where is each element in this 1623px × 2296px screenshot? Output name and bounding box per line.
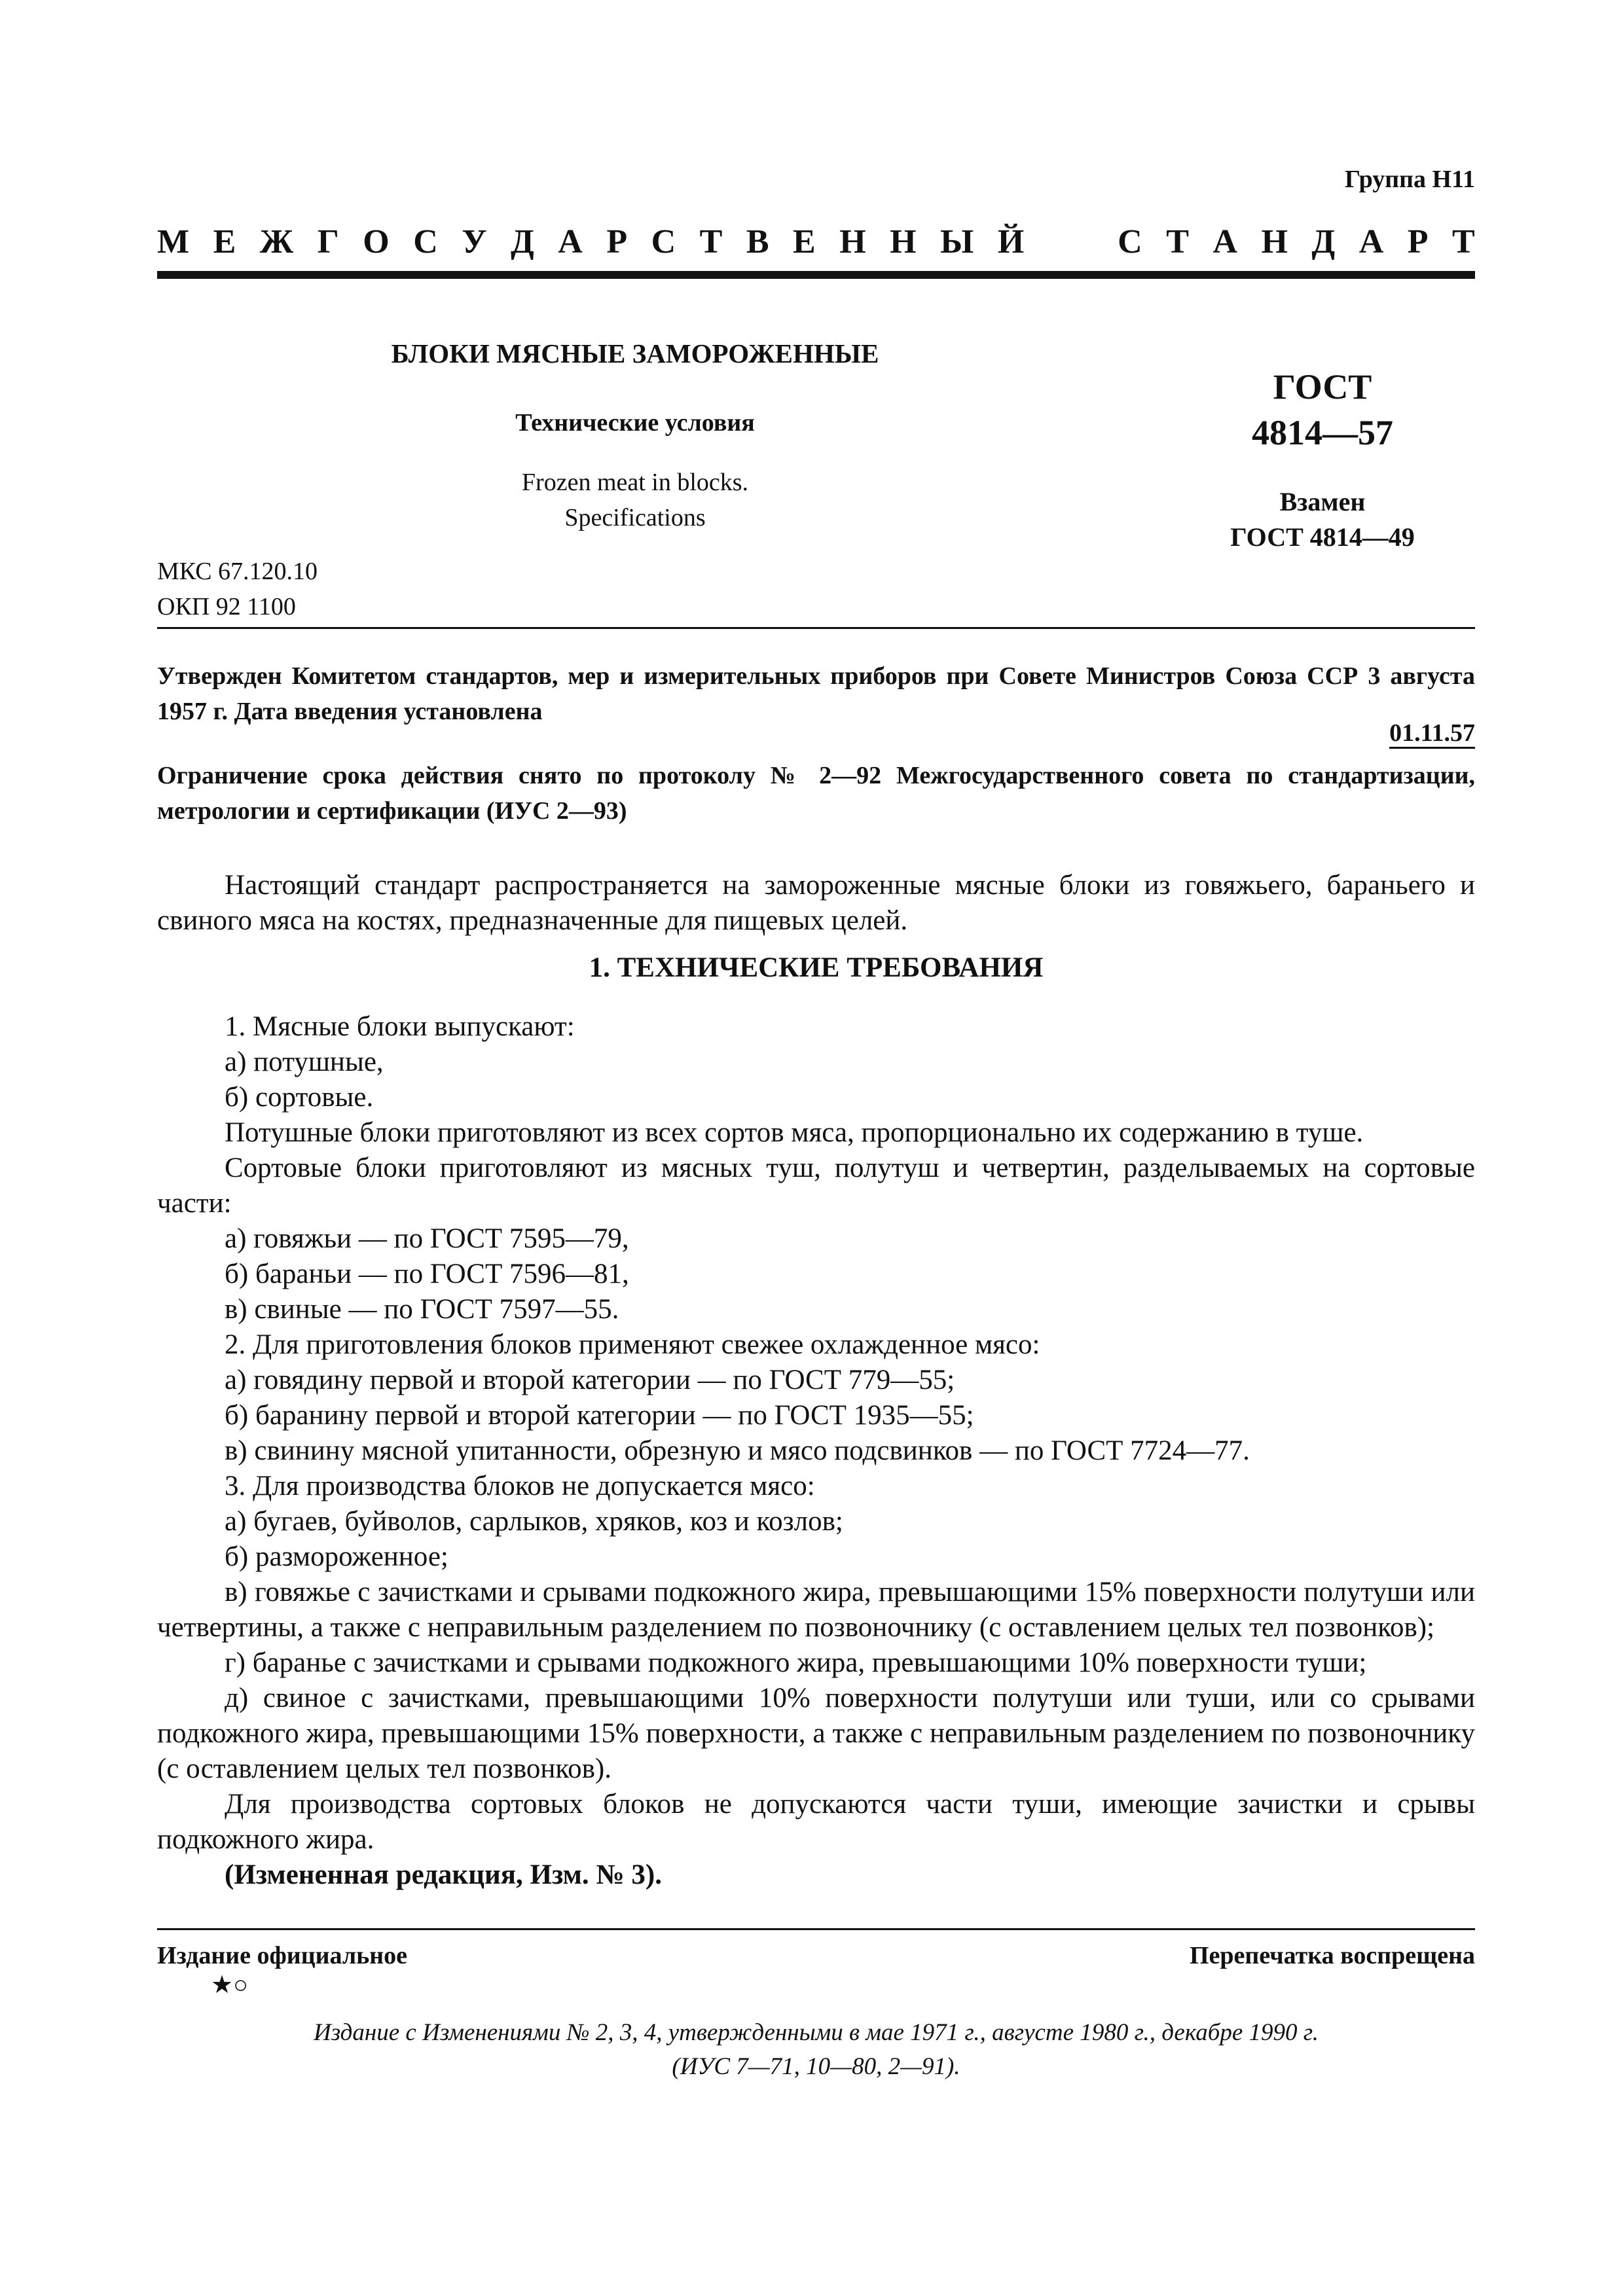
- edition-note: [157, 2016, 1475, 2084]
- introduction-date: [157, 719, 1475, 747]
- banner-letter: А: [1359, 223, 1384, 260]
- banner-letter: Ж: [259, 223, 294, 260]
- clause-line: б) размороженное;: [225, 1541, 448, 1572]
- title-rule: [157, 627, 1475, 629]
- replaces-designation: [1178, 484, 1467, 555]
- clause-line: Сортовые блоки приготовляют из мясных туш, полутуш и четвертин, разделываемых на сортовые части:: [157, 1153, 1475, 1219]
- banner-letter: Т: [1452, 223, 1475, 260]
- document-body: [157, 868, 1475, 1893]
- banner-letter: Е: [213, 223, 236, 260]
- banner-letter: Т: [699, 223, 723, 260]
- clause-line: в) говяжье с зачистками и срывами подкожного жира, превышающими 15% поверхности полутуши или четвертины, а также с неправильным разделением по позвоночнику (с оставлением целых тел позвонков);: [157, 1577, 1475, 1643]
- edition-note-line-1: Издание с Изменениями № 2, 3, 4, утвержденными в мае 1971 г., августе 1980 г., декабре 1990 г.: [314, 2019, 1319, 2046]
- banner-letter: Д: [510, 223, 534, 260]
- banner-letter: А: [558, 223, 583, 260]
- banner-letter: А: [1213, 223, 1237, 260]
- edition-note-line-2: (ИУС 7—71, 10—80, 2—91).: [672, 2053, 960, 2080]
- introduction-date-value: 01.11.57: [1389, 719, 1475, 749]
- clause-line: Для производства сортовых блоков не допускаются части туши, имеющие зачистки и срывы подкожного жира.: [157, 1789, 1475, 1855]
- banner-letter: Р: [606, 223, 628, 260]
- amendment-note: (Измененная редакция, Изм. № 3).: [225, 1859, 662, 1890]
- banner-letter: М: [157, 223, 190, 260]
- banner-gap: [1048, 223, 1094, 261]
- okp-code: ОКП 92 1100: [157, 593, 296, 620]
- banner-letter: С: [413, 223, 438, 260]
- clause-line: д) свиное с зачистками, превышающими 10% поверхности полутуши или туши, или со срывами подкожного жира, превышающими 15% поверхности, а также с неправильным разделением по позвоночнику (с оставлением целых тел позвонков).: [157, 1683, 1475, 1784]
- document-title: БЛОКИ МЯСНЫЕ ЗАМОРОЖЕННЫЕ: [391, 338, 879, 368]
- section-heading: 1. ТЕХНИЧЕСКИЕ ТРЕБОВАНИЯ: [589, 952, 1044, 983]
- mks-code: МКС 67.120.10: [157, 558, 318, 585]
- banner-letter: С: [1118, 223, 1142, 260]
- english-title-line-2: Specifications: [564, 504, 706, 531]
- banner-letter: Н: [1261, 223, 1288, 260]
- official-edition-label: Издание официальное: [157, 1942, 408, 1969]
- clause-line: а) говядину первой и второй категории — по ГОСТ 779—55;: [225, 1365, 955, 1395]
- banner-letter: У: [462, 223, 487, 260]
- banner-letter: С: [651, 223, 676, 260]
- star-circle-marks: ★○: [211, 1971, 249, 1999]
- replaces-number: ГОСТ 4814—49: [1230, 522, 1415, 552]
- banner-letter: Т: [1166, 223, 1189, 260]
- clause-line: б) бараньи — по ГОСТ 7596—81,: [225, 1259, 629, 1289]
- banner-letter: Д: [1311, 223, 1336, 260]
- header-rule: [157, 271, 1475, 279]
- clause-line: в) свинину мясной упитанности, обрезную и мясо подсвинков — по ГОСТ 7724—77.: [225, 1435, 1250, 1466]
- banner-letter: Г: [317, 223, 339, 260]
- gost-number: 4814—57: [1252, 413, 1393, 452]
- clause-line: а) бугаев, буйволов, сарлыков, хряков, коз и козлов;: [225, 1506, 843, 1537]
- clause-line: в) свиные — по ГОСТ 7597—55.: [225, 1294, 619, 1325]
- group-label: Группа Н11: [1344, 166, 1475, 193]
- banner-letter: Н: [839, 223, 866, 260]
- english-title-line-1: Frozen meat in blocks.: [521, 469, 749, 496]
- clause-line: 3. Для производства блоков не допускается мясо:: [225, 1471, 815, 1501]
- interstate-standard-banner: [157, 223, 1475, 261]
- gost-designation: [1192, 364, 1453, 456]
- english-title: [340, 465, 930, 535]
- limitation-note: Ограничение срока действия снято по протоколу № 2—92 Межгосударственного совета по стандартизации, метрологии и сертификации (ИУС 2—93): [157, 762, 1475, 825]
- clause-line: б) сортовые.: [225, 1082, 374, 1113]
- banner-letter: Р: [1407, 223, 1429, 260]
- banner-letter: Е: [793, 223, 816, 260]
- reprint-prohibited-label: Перепечатка воспрещена: [1189, 1942, 1475, 1969]
- banner-letter: В: [746, 223, 769, 260]
- classification-codes: [157, 554, 318, 624]
- banner-letter: Ы: [940, 223, 974, 260]
- clause-line: 1. Мясные блоки выпускают:: [225, 1011, 575, 1042]
- clause-line: Потушные блоки приготовляют из всех сортов мяса, пропорционально их содержанию в туше.: [225, 1117, 1364, 1148]
- banner-letter: О: [363, 223, 390, 260]
- footer-rule: [157, 1928, 1475, 1930]
- replaces-label: Взамен: [1279, 487, 1366, 516]
- clause-line: а) говяжьи — по ГОСТ 7595—79,: [225, 1223, 629, 1254]
- clause-line: б) баранину первой и второй категории — по ГОСТ 1935—55;: [225, 1400, 974, 1431]
- clause-line: г) баранье с зачистками и срывами подкожного жира, превышающими 10% поверхности туши;: [225, 1647, 1367, 1678]
- clause-line: а) потушные,: [225, 1047, 384, 1077]
- clause-line: 2. Для приготовления блоков применяют свежее охлажденное мясо:: [225, 1329, 1040, 1360]
- gost-label: ГОСТ: [1273, 367, 1372, 406]
- banner-letter: Н: [890, 223, 917, 260]
- intro-paragraph: Настоящий стандарт распространяется на замороженные мясные блоки из говяжьего, бараньего и свиного мяса на костях, предназначенные для пищевых целей.: [157, 870, 1475, 936]
- approval-text: Утвержден Комитетом стандартов, мер и измерительных приборов при Совете Министров Союза ССР 3 августа 1957 г. Дата введения установлена: [157, 662, 1475, 725]
- banner-letter: Й: [997, 223, 1025, 260]
- document-subtitle: Технические условия: [515, 409, 755, 437]
